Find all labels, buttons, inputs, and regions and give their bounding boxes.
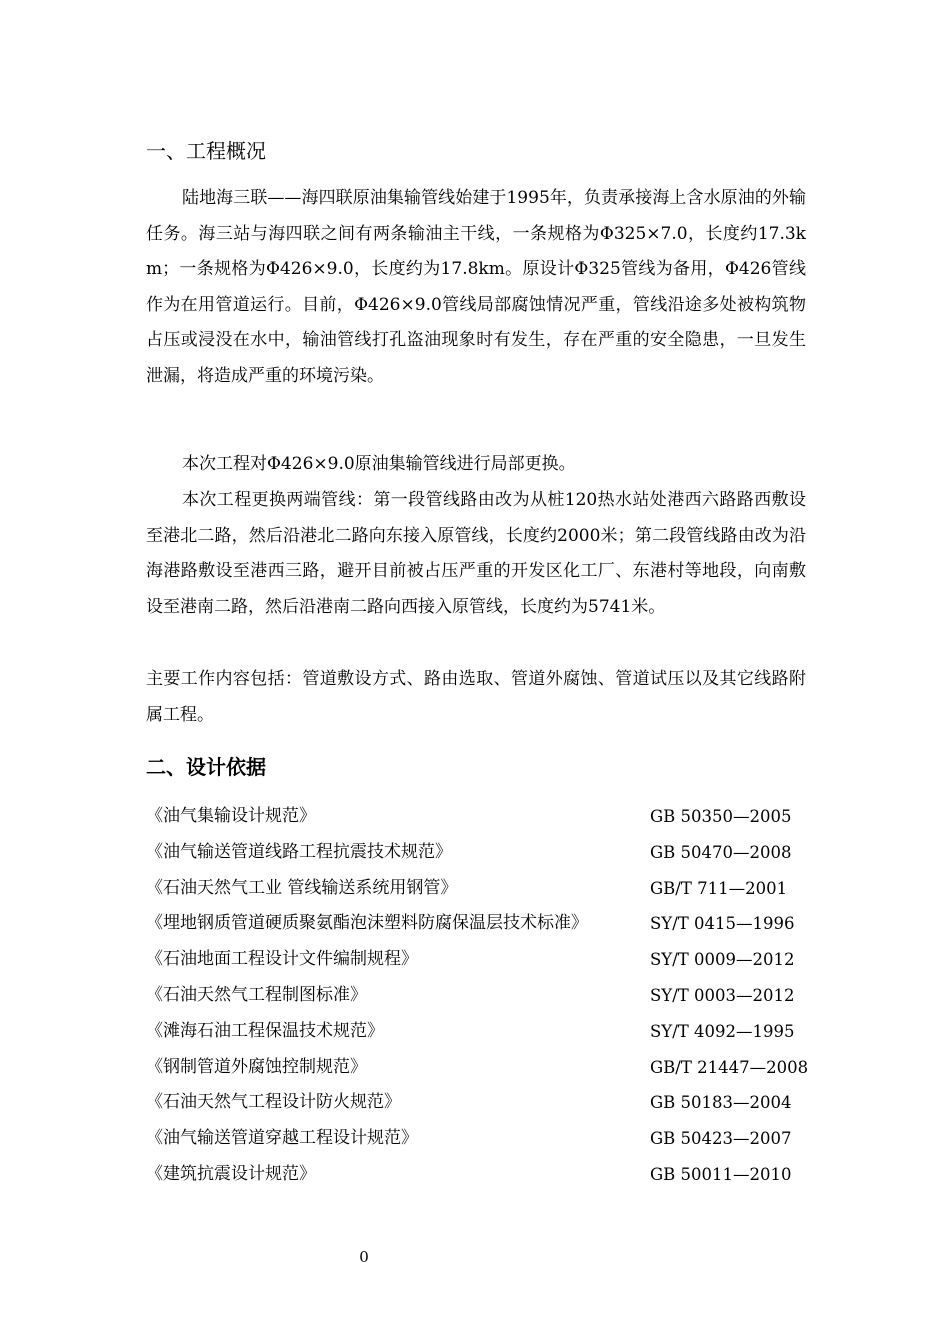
reference-code: GB/T 711—2001 <box>650 878 788 898</box>
section-heading-design-basis: 二、设计依据 <box>146 755 266 779</box>
reference-title: 《石油天然气工业 管线输送系统用钢管》 <box>146 877 458 898</box>
paragraph-overview-4: 主要工作内容包括：管道敷设方式、路由选取、管道外腐蚀、管道试压以及其它线路附属工程。 <box>146 669 806 725</box>
reference-title: 《滩海石油工程保温技术规范》 <box>146 1020 384 1041</box>
reference-row <box>146 906 826 942</box>
reference-code: SY/T 0415—1996 <box>650 914 795 934</box>
reference-row <box>146 1157 826 1193</box>
reference-title: 《建筑抗震设计规范》 <box>146 1163 316 1184</box>
reference-title: 《石油天然气工程设计防火规范》 <box>146 1092 401 1113</box>
section-heading-overview: 一、工程概况 <box>146 139 266 163</box>
reference-title: 《钢制管道外腐蚀控制规范》 <box>146 1056 367 1077</box>
reference-row <box>146 1014 826 1050</box>
reference-code: SY/T 4092—1995 <box>650 1021 795 1041</box>
reference-code: SY/T 0003—2012 <box>650 985 795 1005</box>
reference-title: 《石油天然气工程制图标准》 <box>146 984 367 1005</box>
reference-code: GB 50350—2005 <box>650 807 792 826</box>
reference-title: 《石油地面工程设计文件编制规程》 <box>146 949 418 970</box>
reference-row <box>146 1085 826 1121</box>
reference-row <box>146 799 826 835</box>
reference-code: GB 50011—2010 <box>650 1164 792 1184</box>
page-number: 0 <box>359 1248 369 1266</box>
paragraph-overview-1: 陆地海三联——海四联原油集输管线始建于1995年，负责承接海上含水原油的外输任务。海三站与海四联之间有两条输油主干线，一条规格为Φ325×7.0，长度约17.3km；一条规格为Φ426×9.0，长度约为17.8km。原设计Φ325管线为备用，Φ426管线作为在用管道运行。目前，Φ426×9.0管线局部腐蚀情况严重，管线沿途多处被构筑物占压或浸没在水中，输油管线打孔盗油现象时有发生，存在严重的安全隐患，一旦发生泄漏，将造成严重的环境污染。 <box>146 188 806 386</box>
reference-code: GB/T 21447—2008 <box>650 1057 809 1077</box>
reference-row <box>146 942 826 978</box>
reference-list <box>146 799 826 1193</box>
reference-row <box>146 835 826 871</box>
paragraph-overview-3: 本次工程更换两端管线：第一段管线路由改为从桩120热水站处港西六路路西敷设至港北二路，然后沿港北二路向东接入原管线，长度约2000米；第二段管线路由改为沿海港路敷设至港西三路，避开目前被占压严重的开发区化工厂、东港村等地段，向南敷设至港南二路，然后沿港南二路向西接入原管线，长度约为5741米。 <box>146 490 806 617</box>
reference-title: 《埋地钢质管道硬质聚氨酯泡沫塑料防腐保温层技术标准》 <box>146 913 588 934</box>
reference-code: GB 50183—2004 <box>650 1093 792 1113</box>
reference-row <box>146 978 826 1014</box>
paragraph-overview-2: 本次工程对Φ426×9.0原油集输管线进行局部更换。 <box>182 454 576 474</box>
reference-title: 《油气输送管道穿越工程设计规范》 <box>146 1128 418 1149</box>
reference-row <box>146 871 826 907</box>
reference-code: GB 50470—2008 <box>650 842 792 862</box>
reference-row <box>146 1050 826 1086</box>
reference-code: SY/T 0009—2012 <box>650 950 795 970</box>
reference-code: GB 50423—2007 <box>650 1129 792 1149</box>
reference-title: 《油气输送管道线路工程抗震技术规范》 <box>146 841 452 862</box>
reference-row <box>146 1121 826 1157</box>
reference-title: 《油气集输设计规范》 <box>146 806 316 826</box>
